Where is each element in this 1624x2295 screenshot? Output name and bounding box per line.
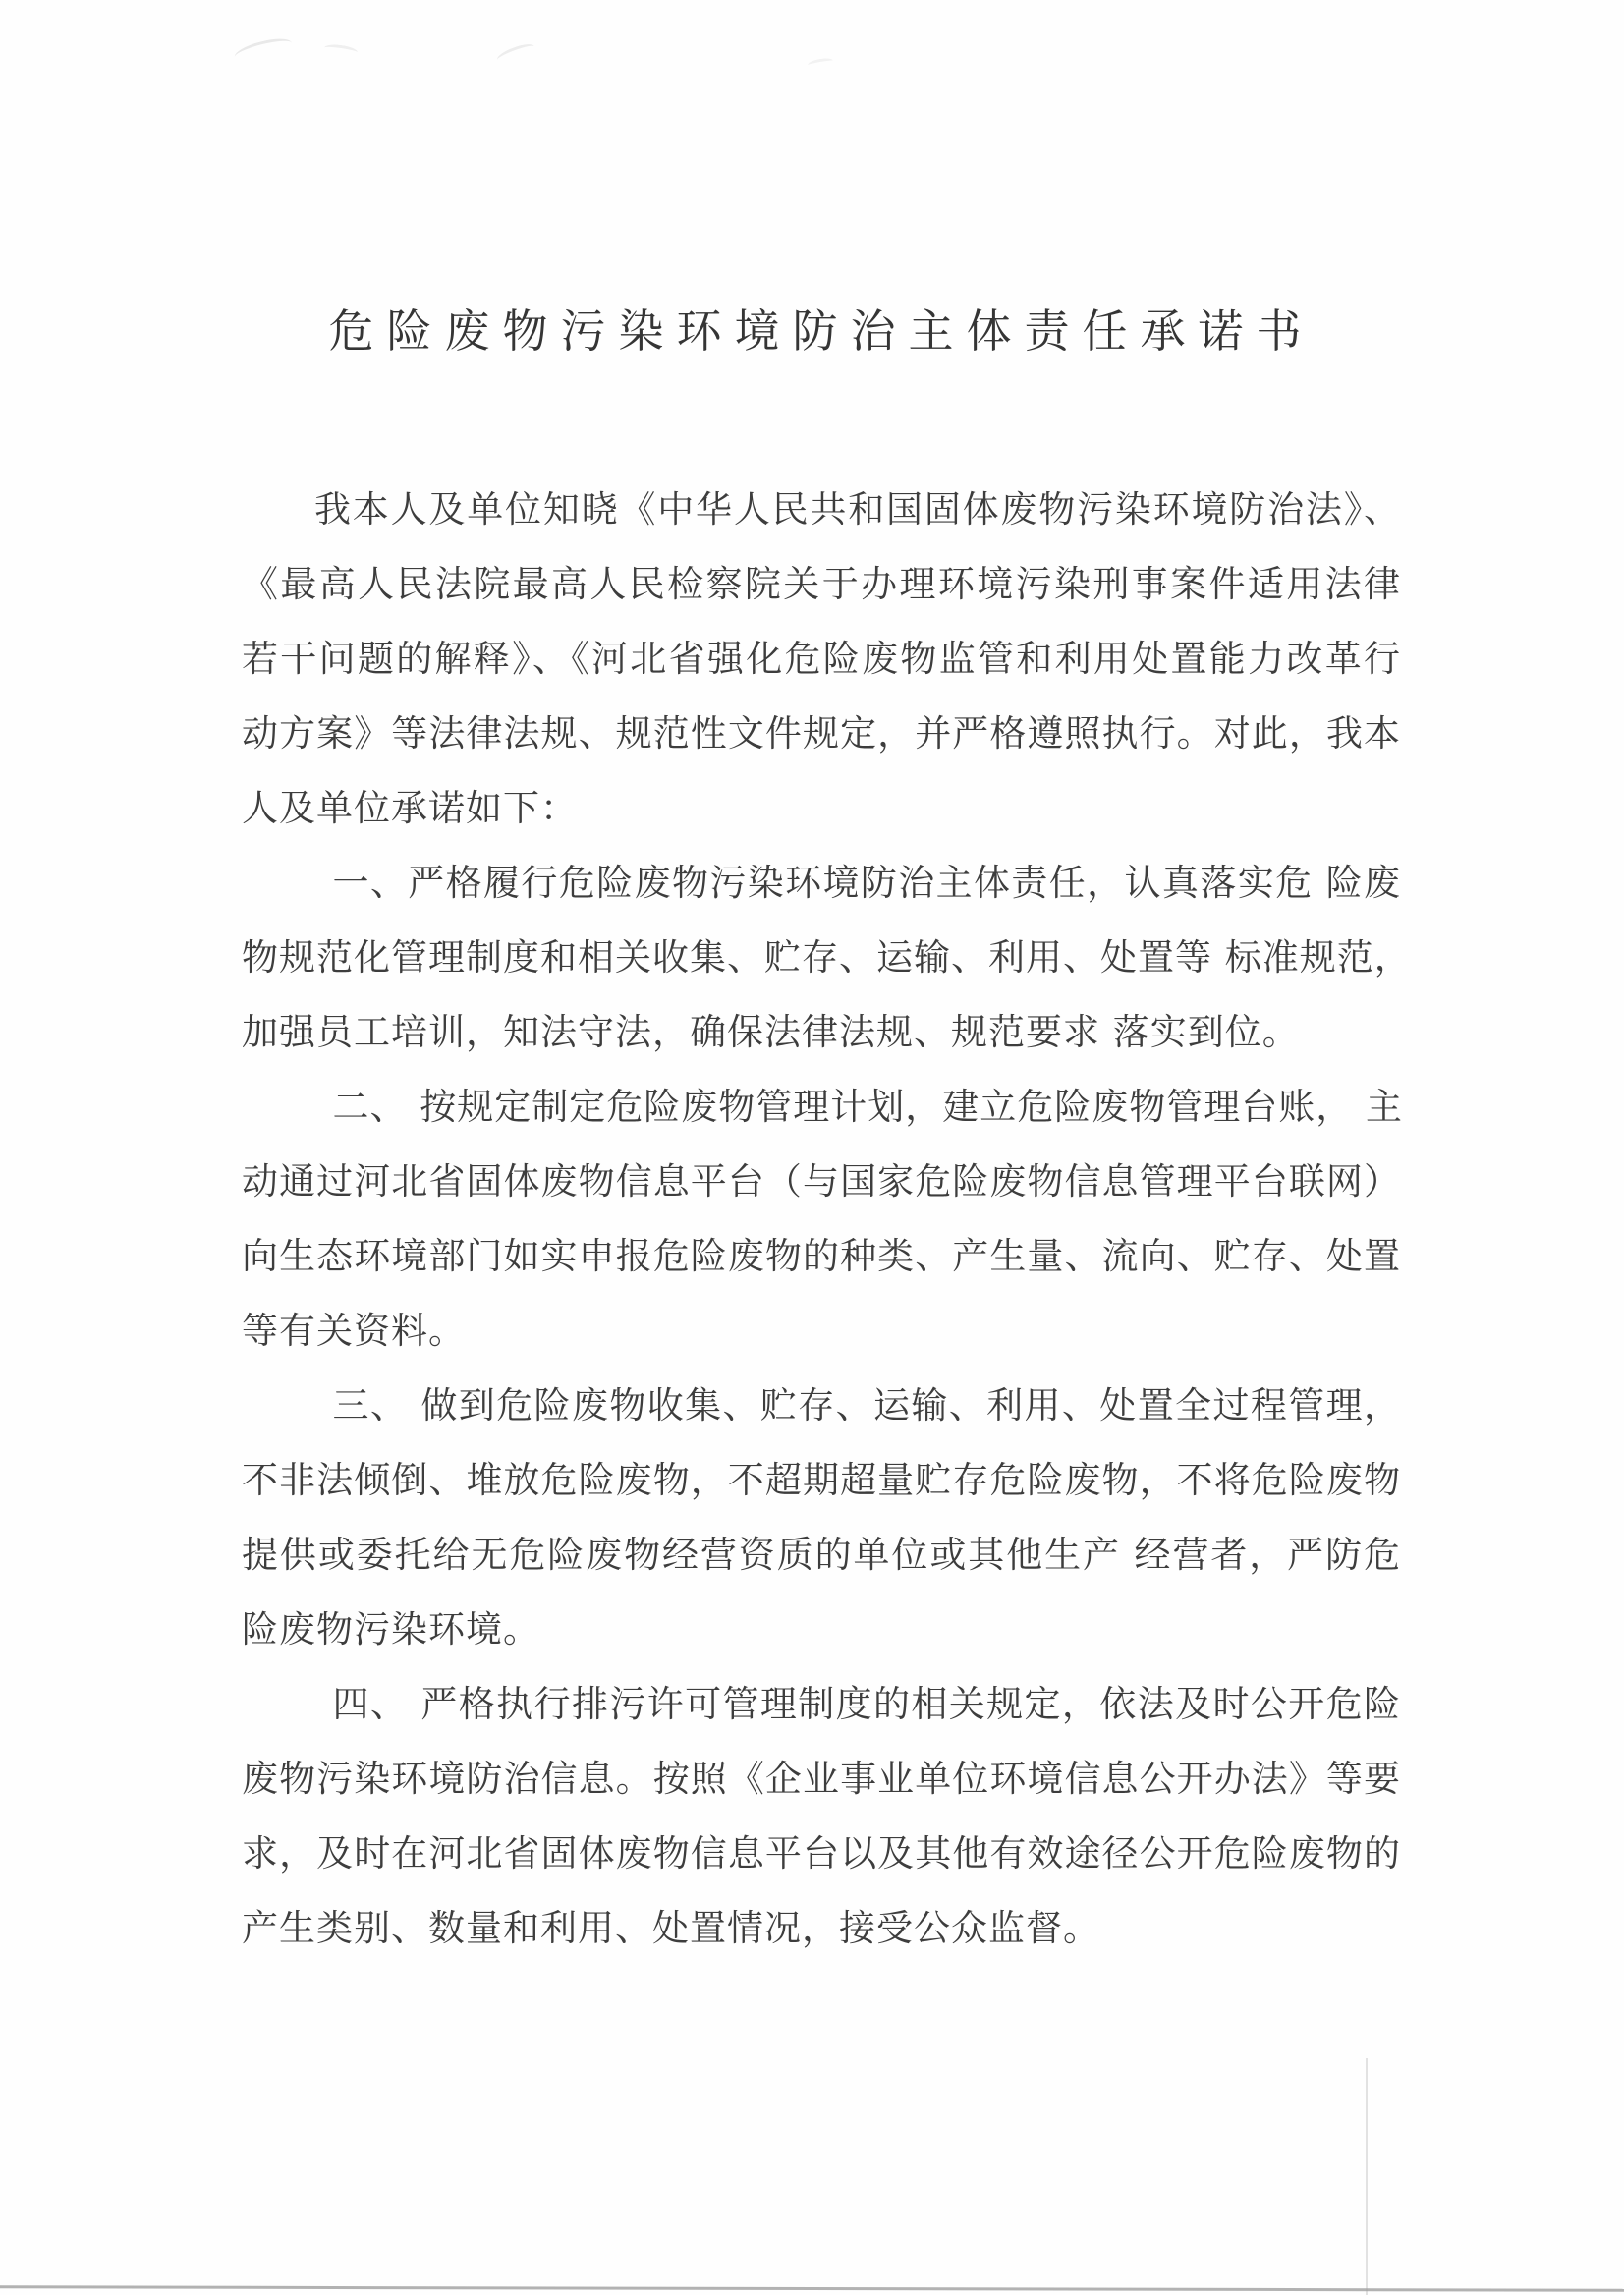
paragraph-line: 三、 做到危险废物收集、贮存、运输、利用、处置全过程管理，	[332, 1384, 1401, 1427]
paragraph	[242, 846, 1412, 1070]
paragraph-line: 等有关资料。	[242, 1310, 466, 1352]
pencil-smudge-mark	[233, 34, 295, 66]
paragraph-line: 提供或委托给无危险废物经营资质的单位或其他生产 经营者，严防危	[242, 1534, 1401, 1576]
paragraph-line: 人及单位承诺如下：	[242, 787, 578, 829]
paragraph-line: 若干问题的解释》、《河北省强化危险废物监管和利用处置能力改革行	[242, 638, 1401, 680]
paragraph-line: 一、严格履行危险废物污染环境防治主体责任，认真落实危 险废	[332, 862, 1401, 904]
paragraph-line: 四、 严格执行排污许可管理制度的相关规定，依法及时公开危险	[332, 1683, 1401, 1725]
document-body	[242, 473, 1412, 1966]
paragraph-line: 废物污染环境防治信息。按照《企业事业单位环境信息公开办法》等要	[242, 1758, 1401, 1800]
paragraph-line: 产生类别、数量和利用、处置情况，接受公众监督。	[242, 1907, 1100, 1949]
paragraph-line: 险废物污染环境。	[242, 1608, 540, 1651]
document-title: 危险废物污染环境防治主体责任承诺书	[328, 305, 1315, 358]
pencil-smudge-mark	[808, 57, 834, 69]
paragraph	[242, 1369, 1401, 1667]
paragraph-line: 动通过河北省固体废物信息平台（与国家危险废物信息管理平台联网）	[242, 1160, 1401, 1203]
page-bottom-edge-line	[0, 2285, 1624, 2291]
paragraph-line: 加强员工培训，知法守法，确保法律法规、规范要求 落实到位。	[242, 1011, 1300, 1053]
paragraph	[242, 1667, 1401, 1966]
pencil-smudge-mark	[495, 41, 536, 66]
paragraph-line: 向生态环境部门如实申报危险废物的种类、产生量、流向、贮存、处置	[242, 1235, 1401, 1277]
paragraph-line: 求，及时在河北省固体废物信息平台以及其他有效途径公开危险废物的	[242, 1832, 1401, 1875]
paragraph-line: 《最高人民法院最高人民检察院关于办理环境污染刑事案件适用法律	[242, 563, 1401, 605]
paragraph-line: 物规范化管理制度和相关收集、贮存、运输、利用、处置等 标准规范，	[242, 936, 1412, 979]
paragraph-line: 二、 按规定制定危险废物管理计划，建立危险废物管理台账， 主	[332, 1086, 1404, 1128]
paragraph-line: 动方案》等法律法规、规范性文件规定，并严格遵照执行。对此，我本	[242, 712, 1401, 755]
paragraph	[242, 473, 1401, 846]
pencil-smudge-mark	[323, 43, 358, 58]
paper-fold-line	[1366, 2058, 1368, 2295]
paragraph-line: 不非法倾倒、堆放危险废物，不超期超量贮存危险废物，不将危险废物	[242, 1459, 1401, 1501]
paragraph-line: 我本人及单位知晓《中华人民共和国固体废物污染环境防治法》、	[314, 488, 1401, 531]
paragraph	[242, 1070, 1404, 1369]
